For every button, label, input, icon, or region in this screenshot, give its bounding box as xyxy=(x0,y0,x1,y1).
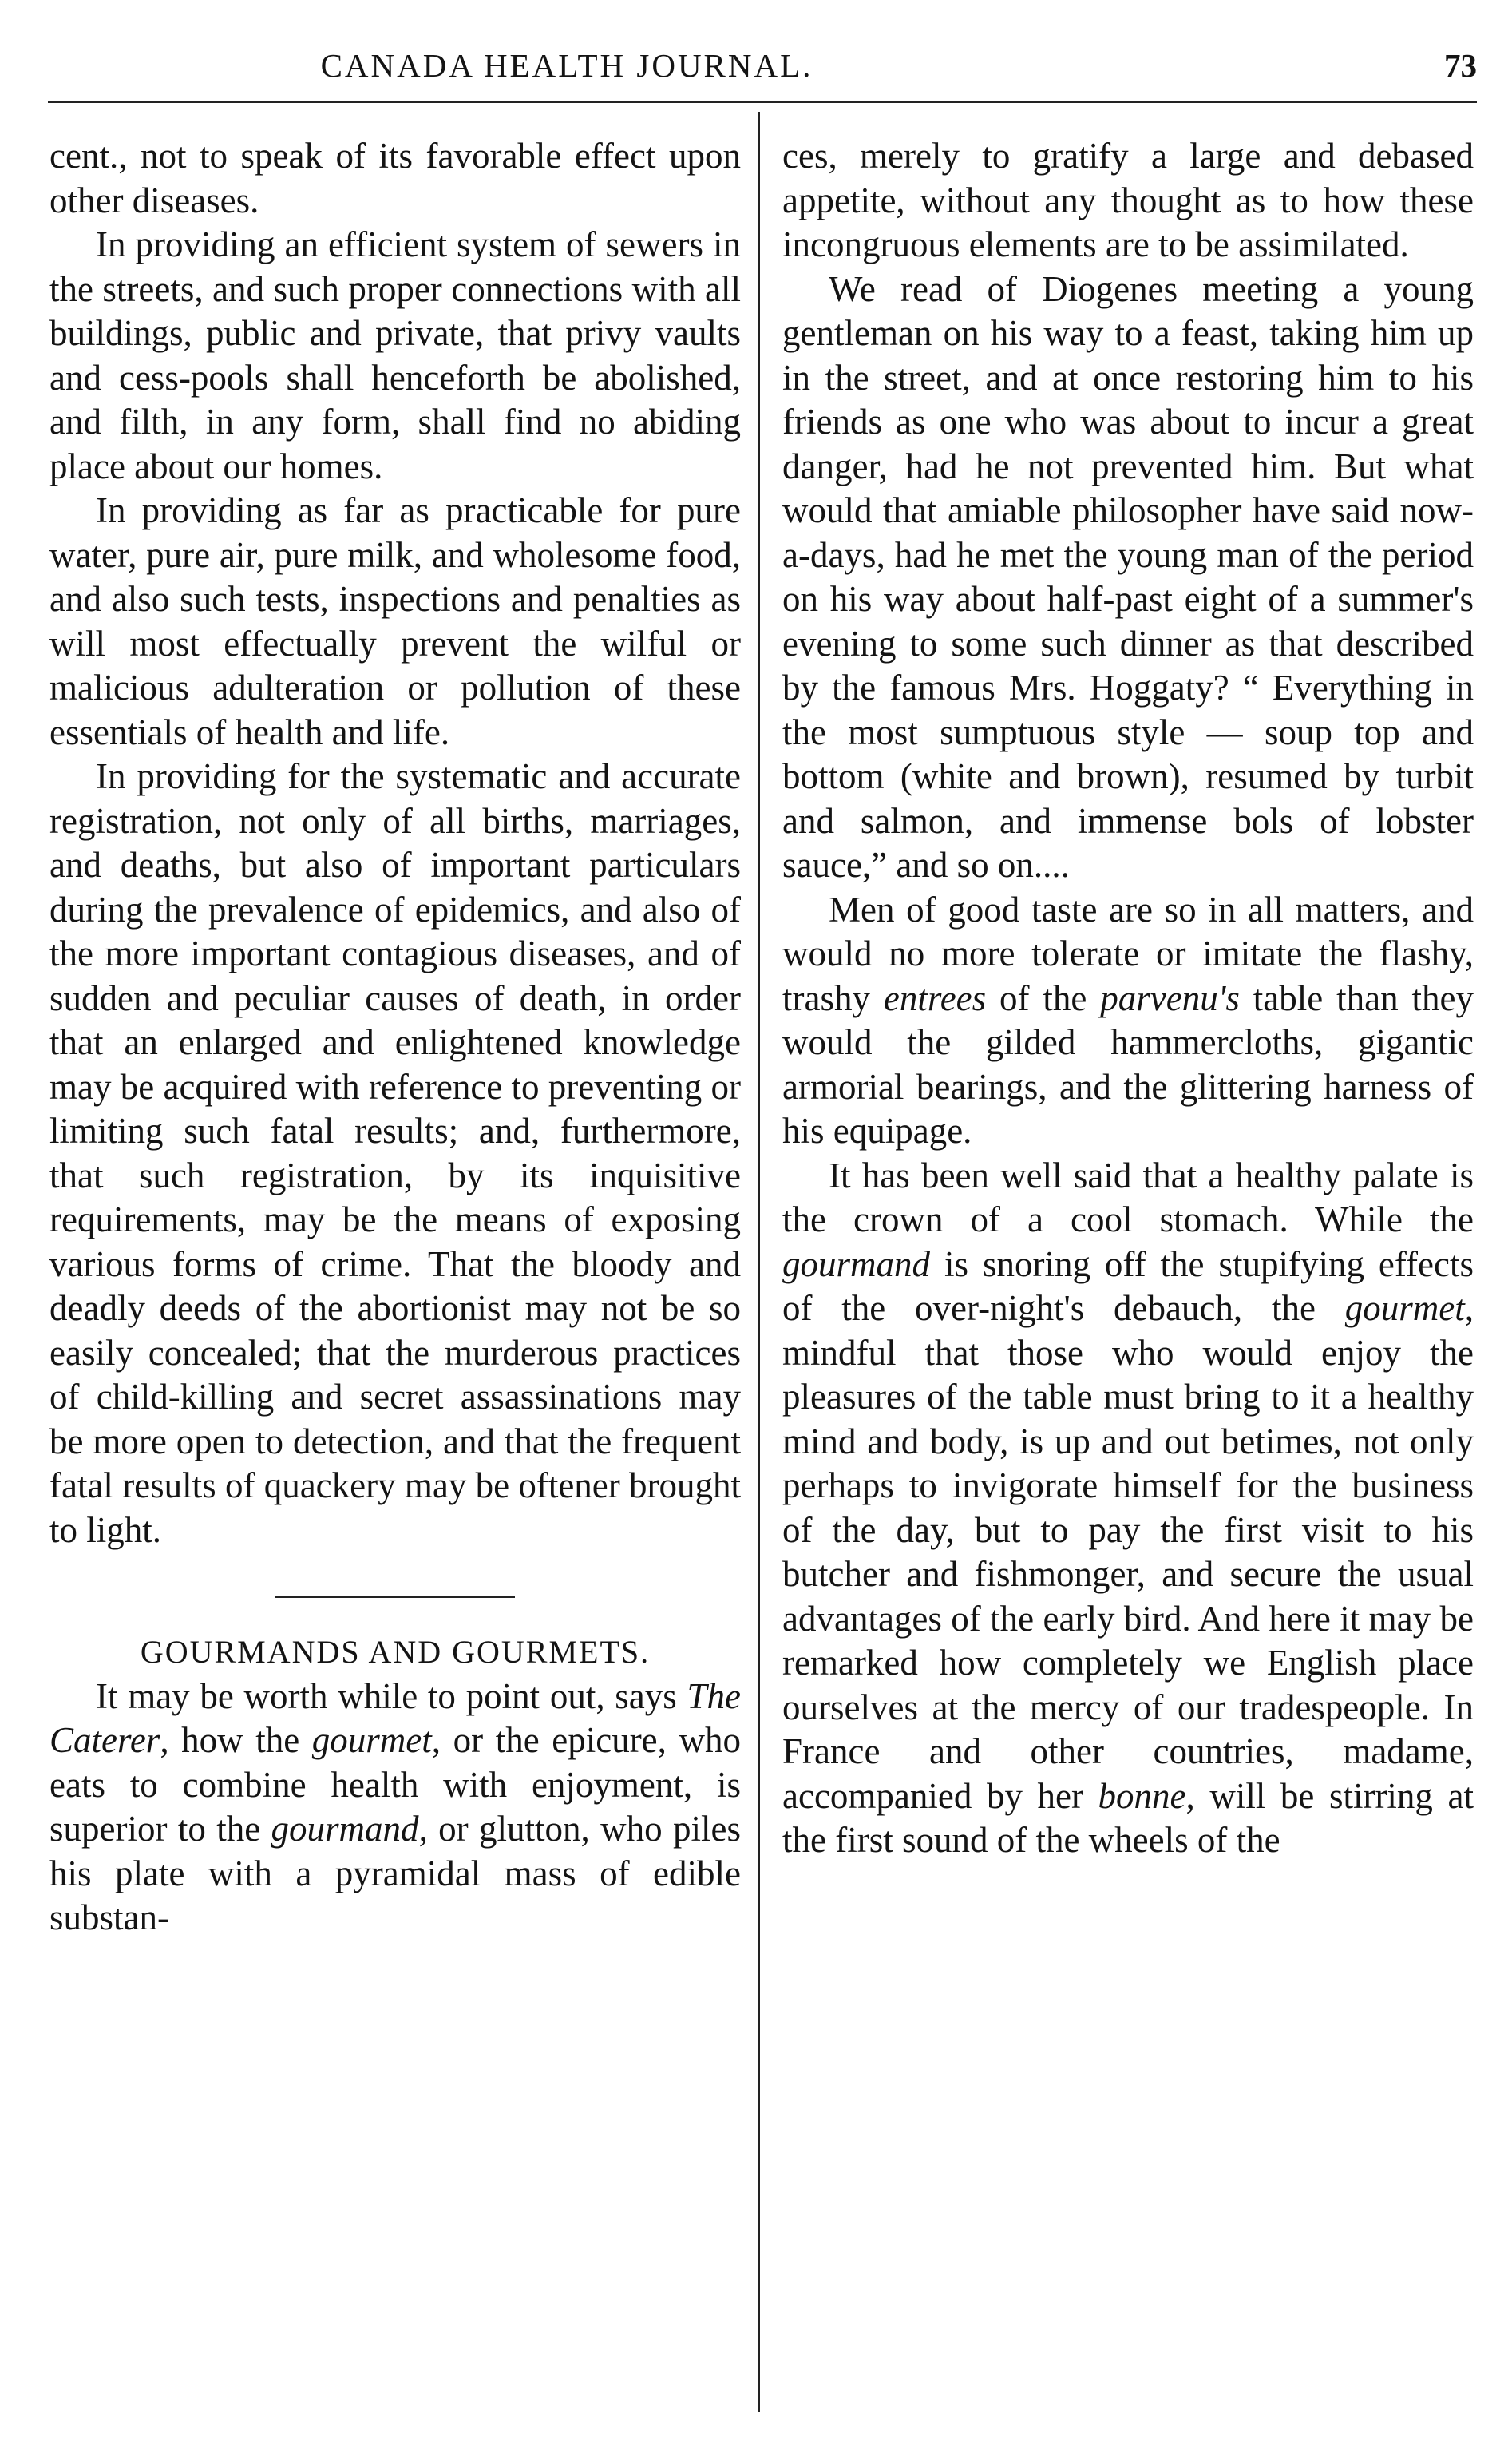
text-run: Men of good taste are so in all matters, and would no more tolerate or imitate the flashy, trashy xyxy=(782,889,1474,1018)
left-column xyxy=(49,134,741,1941)
paragraph-water: In providing as far as practicable for pure water, pure air, pure milk, and wholesome food, and also such tests, inspections and penalties as will most effectually prevent the wilful or malicious adulteration or pollution of these essentials of health and life. xyxy=(49,490,741,752)
text-run: , mindful that those who would enjoy the pleasures of the table must bring to it a healthy mind and body, is up and out betimes, not only perhaps to invigorate himself for the business of the day, but to pay the first visit to his butcher and fishmonger, and secure the usual advantages of the early bird. And here it may be remarked how completely we English place ourselves at the mercy of our tradespeople. In France and other countries, madame, accompanied by her xyxy=(782,1288,1474,1816)
page-number: 73 xyxy=(1444,47,1477,84)
header-rule xyxy=(48,101,1477,103)
text-run: It may be worth while to point out, says xyxy=(96,1675,687,1716)
section-heading: GOURMANDS AND GOURMETS. xyxy=(140,1634,651,1670)
paragraph-good-taste xyxy=(782,888,1474,1154)
italic-gourmet: gourmet xyxy=(311,1720,432,1760)
text-run: table than they would the gilded hammercloths, gigantic armorial bearings, and the glittering harness of his equipage. xyxy=(782,977,1474,1151)
italic-parvenu: parvenu's xyxy=(1100,977,1240,1018)
italic-the-caterer: The Caterer xyxy=(49,1675,741,1760)
italic-entrees: entrees xyxy=(883,977,987,1018)
paragraph-diogenes: We read of Diogenes meeting a young gentleman on his way to a feast, taking him up in the street, and at once restoring him to his friends as one who was about to incur a great danger, had he not prevented him. But what would that amiable philosopher have said now-a-days, had he met the young man of the period on his way about half-past eight of a summer's evening to some such dinner as that described by the famous Mrs. Hoggaty? “ Everything in the most sumptuous style — soup top and bottom (white and brown), resumed by turbit and salmon, and immense bols of lobster sauce,” and so on.... xyxy=(782,268,1474,885)
paragraph-registration: In providing for the systematic and accurate registration, not only of all births, marriages, and deaths, but also of important particulars during the prevalence of epidemics, and also of the more important contagious diseases, and of sudden and peculiar causes of death, in order that an enlarged and enlightened knowledge may be acquired with reference to preventing or limiting such fatal results; and, furthermore, that such registration, by its inquisitive requirements, may be the means of exposing various forms of crime. That the bloody and deadly deeds of the abortionist may not be so easily concealed; that the murderous practices of child-killing and secret assassinations may be more open to detection, and that the frequent fatal results of quackery may be oftener brought to light. xyxy=(49,756,741,1550)
paragraph-continued: cent., not to speak of its favorable effect upon other diseases. xyxy=(49,136,741,220)
text-run: is snoring off the stupifying effects of the over-night's debauch, the xyxy=(782,1243,1474,1328)
text-run: , or glutton, who piles his plate with a pyramidal mass of edible substan- xyxy=(49,1809,742,1937)
paragraph-healthy-palate xyxy=(782,1154,1474,1863)
paragraph-continued: ces, merely to gratify a large and debased appetite, without any thought as to how these incongruous elements are to be assimilated. xyxy=(782,136,1474,264)
paragraph-gourmet-intro xyxy=(49,1675,741,1941)
text-run: of the xyxy=(986,977,1101,1018)
italic-gourmet: gourmet xyxy=(1344,1288,1465,1328)
text-run: , or the epicure, who eats to combine health with enjoyment, is superior to the xyxy=(49,1720,741,1849)
column-divider xyxy=(758,112,760,2412)
text-run: It has been well said that a healthy palate is the crown of a cool stomach. While the xyxy=(782,1155,1474,1239)
italic-gourmand: gourmand xyxy=(782,1243,931,1284)
page-header xyxy=(48,46,1477,94)
text-run: , will be stirring at the first sound of the wheels of the xyxy=(782,1775,1474,1860)
text-run: , how the xyxy=(160,1720,312,1760)
section-divider xyxy=(275,1596,515,1598)
paragraph-sewers: In providing an efficient system of sewers in the streets, and such proper connections with all buildings, public and private, that privy vaults and cess-pools shall henceforth be abolished, and filth, in any form, shall find no abiding place about our homes. xyxy=(49,224,741,486)
italic-gourmand: gourmand xyxy=(271,1809,419,1849)
right-column xyxy=(782,134,1474,1863)
italic-bonne: bonne xyxy=(1098,1775,1186,1816)
running-title: CANADA HEALTH JOURNAL. xyxy=(320,47,813,84)
